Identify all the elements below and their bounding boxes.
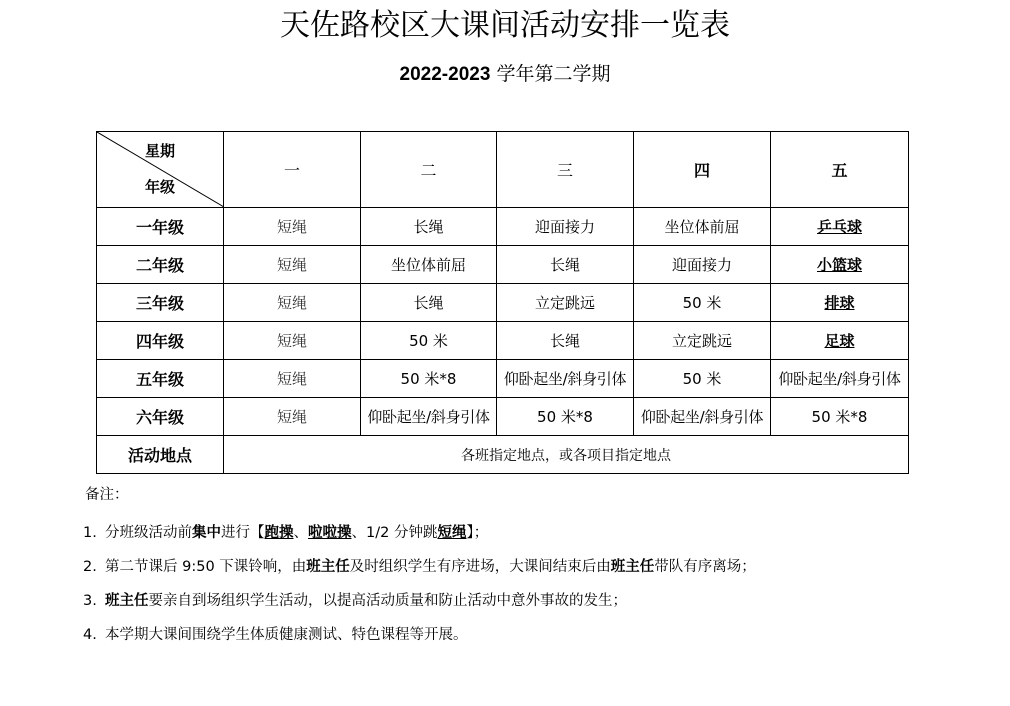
note-emphasis: 班主任 <box>610 559 655 575</box>
note-text: 及时组织学生有序进场，大课间结束后由 <box>349 559 611 575</box>
table-row <box>97 398 909 436</box>
activity-cell: 长绳 <box>361 208 497 246</box>
activity-cell: 坐位体前屈 <box>361 246 497 284</box>
location-value: 各班指定地点，或各项目指定地点 <box>224 436 909 474</box>
activity-cell: 仰卧起坐/斜身引体 <box>497 360 634 398</box>
activity-cell: 仰卧起坐/斜身引体 <box>361 398 497 436</box>
note-emphasis: 班主任 <box>306 559 350 575</box>
note-number: 2. <box>83 559 97 575</box>
day-header-mon: 一 <box>224 132 361 208</box>
grade-label: 四年级 <box>97 322 224 360</box>
table-row <box>97 246 909 284</box>
location-row <box>97 436 909 474</box>
activity-cell: 长绳 <box>361 284 497 322</box>
activity-cell: 足球 <box>771 322 909 360</box>
note-item <box>83 556 756 578</box>
activity-cell: 短绳 <box>224 398 361 436</box>
corner-weekday-label: 星期 <box>145 142 176 160</box>
note-underlined: 短绳 <box>437 524 467 541</box>
note-text: 】； <box>466 525 489 541</box>
note-item <box>83 590 756 612</box>
note-text: 进行【 <box>221 525 265 541</box>
note-underlined: 啦啦操 <box>308 524 352 541</box>
activity-cell: 立定跳远 <box>497 284 634 322</box>
note-number: 4. <box>83 627 97 643</box>
schedule-table <box>96 131 909 474</box>
notes-heading: 备注： <box>85 487 129 503</box>
notes-list <box>83 522 756 646</box>
page-subtitle <box>0 60 1010 89</box>
grade-label: 六年级 <box>97 398 224 436</box>
note-text: 、1/2 分钟跳 <box>351 525 438 541</box>
day-header-wed: 三 <box>497 132 634 208</box>
note-number: 3. <box>83 593 97 609</box>
activity-cell: 短绳 <box>224 284 361 322</box>
corner-cell <box>97 132 224 208</box>
location-label: 活动地点 <box>97 436 224 474</box>
corner-grade-label: 年级 <box>145 178 176 196</box>
activity-cell: 仰卧起坐/斜身引体 <box>634 398 771 436</box>
day-header-tue: 二 <box>361 132 497 208</box>
activity-cell: 短绳 <box>224 246 361 284</box>
activity-cell: 50 米*8 <box>771 398 909 436</box>
activity-cell: 排球 <box>771 284 909 322</box>
note-underlined: 跑操 <box>264 524 294 541</box>
activity-cell: 乒乓球 <box>771 208 909 246</box>
grade-label: 五年级 <box>97 360 224 398</box>
page-title: 天佐路校区大课间活动安排一览表 <box>280 8 730 43</box>
activity-cell: 坐位体前屈 <box>634 208 771 246</box>
activity-cell: 小篮球 <box>771 246 909 284</box>
table-row <box>97 360 909 398</box>
notes-section <box>83 484 756 658</box>
note-text: 分班级活动前 <box>105 525 192 541</box>
note-text: 第二节课后 9:50 下课铃响，由 <box>105 559 307 575</box>
activity-cell: 50 米 <box>634 284 771 322</box>
note-text: 带队有序离场； <box>654 559 756 575</box>
table-row <box>97 284 909 322</box>
activity-cell: 长绳 <box>497 322 634 360</box>
grade-label: 二年级 <box>97 246 224 284</box>
term-label: 学年第二学期 <box>490 63 611 85</box>
activity-cell: 迎面接力 <box>634 246 771 284</box>
day-header-thu: 四 <box>634 132 771 208</box>
note-text: 本学期大课间围绕学生体质健康测试、特色课程等开展。 <box>105 627 468 643</box>
activity-cell: 50 米*8 <box>497 398 634 436</box>
activity-cell: 立定跳远 <box>634 322 771 360</box>
header-row <box>97 132 909 208</box>
activity-cell: 50 米*8 <box>361 360 497 398</box>
grade-label: 三年级 <box>97 284 224 322</box>
note-number: 1. <box>83 525 97 541</box>
activity-cell: 仰卧起坐/斜身引体 <box>771 360 909 398</box>
activity-cell: 50 米 <box>634 360 771 398</box>
activity-cell: 迎面接力 <box>497 208 634 246</box>
activity-cell: 长绳 <box>497 246 634 284</box>
note-text: 要亲自到场组织学生活动，以提高活动质量和防止活动中意外事故的发生； <box>148 593 627 609</box>
activity-cell: 短绳 <box>224 208 361 246</box>
note-emphasis: 集中 <box>192 525 221 541</box>
note-emphasis: 班主任 <box>105 593 149 609</box>
note-item <box>83 624 756 646</box>
table-row <box>97 208 909 246</box>
activity-cell: 50 米 <box>361 322 497 360</box>
table-row <box>97 322 909 360</box>
day-header-fri: 五 <box>771 132 909 208</box>
activity-cell: 短绳 <box>224 360 361 398</box>
grade-label: 一年级 <box>97 208 224 246</box>
activity-cell: 短绳 <box>224 322 361 360</box>
note-item <box>83 522 756 544</box>
school-year: 2022-2023 <box>399 64 491 85</box>
note-text: 、 <box>293 525 308 541</box>
